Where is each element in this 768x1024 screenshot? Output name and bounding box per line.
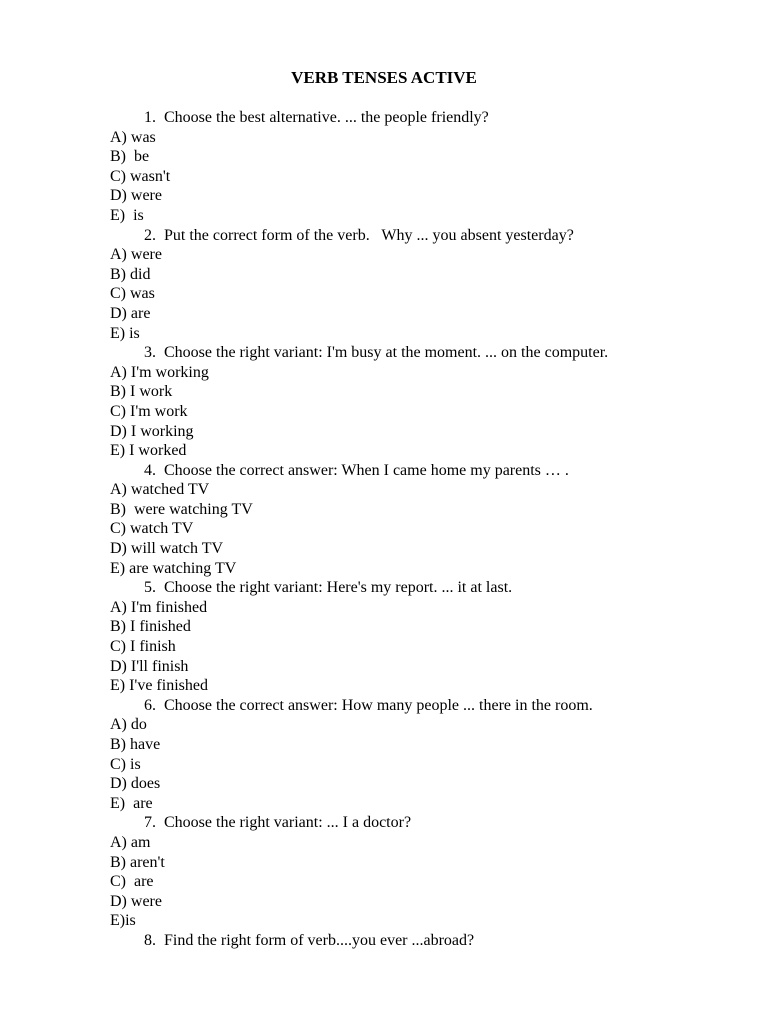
question-number: 1.: [144, 109, 156, 126]
question-number: 2.: [144, 226, 156, 244]
option-a: A) was: [110, 128, 156, 146]
question-6: [110, 696, 750, 716]
question-8: [110, 931, 750, 951]
option-a: A) watched TV: [110, 481, 210, 499]
option-c: C) wasn't: [110, 167, 171, 185]
option-e: E) is: [110, 206, 144, 224]
option-e: E) are watching TV: [110, 559, 237, 577]
option-a: A) do: [110, 716, 147, 734]
option-d: D) I working: [110, 422, 194, 440]
option-c: C) are: [110, 873, 154, 891]
question-number: 6.: [144, 696, 156, 714]
question-1: [110, 108, 750, 128]
option-a: A) I'm finished: [110, 598, 208, 616]
question-text: Choose the right variant: Here's my report. ... it at last.: [164, 579, 513, 597]
question-number: 3.: [144, 344, 156, 362]
question-2: [110, 226, 750, 246]
option-b: B) aren't: [110, 853, 165, 871]
option-e: E) are: [110, 794, 153, 812]
option-d: D) were: [110, 892, 162, 910]
option-d: D) will watch TV: [110, 540, 224, 558]
document-title: VERB TENSES ACTIVE: [291, 68, 477, 87]
question-text: Choose the correct answer: How many people ... there in the room.: [164, 696, 593, 714]
question-number: 5.: [144, 579, 156, 597]
question-number: 8.: [144, 931, 156, 949]
option-c: C) was: [110, 285, 155, 303]
option-e: E)is: [110, 912, 136, 930]
question-text: Choose the right variant: ... I a doctor?: [164, 814, 412, 832]
option-a: A) am: [110, 833, 151, 851]
question-text: Put the correct form of the verb. Why ... you absent yesterday?: [164, 226, 574, 244]
question-3: [110, 343, 750, 363]
option-d: D) were: [110, 187, 162, 205]
question-text: Choose the correct answer: When I came home my parents … .: [164, 461, 569, 479]
option-a: A) were: [110, 246, 162, 264]
option-d: D) does: [110, 775, 161, 793]
option-d: D) I'll finish: [110, 657, 189, 675]
option-c: C) I'm work: [110, 402, 188, 420]
option-e: E) I worked: [110, 442, 187, 460]
option-c: C) is: [110, 755, 141, 773]
question-text: Find the right form of verb....you ever ...abroad?: [164, 931, 475, 949]
option-b: B) be: [110, 148, 150, 166]
option-b: B) I work: [110, 383, 173, 401]
option-d: D) are: [110, 304, 151, 322]
question-list: [110, 108, 750, 951]
option-b: B) I finished: [110, 618, 191, 636]
question-4: [110, 461, 750, 481]
question-number: 7.: [144, 814, 156, 832]
option-e: E) is: [110, 324, 140, 342]
option-b: B) did: [110, 265, 151, 283]
option-c: C) watch TV: [110, 520, 194, 538]
question-text: Choose the right variant: I'm busy at the moment. ... on the computer.: [164, 344, 609, 362]
question-number: 4.: [144, 461, 156, 479]
question-7: [110, 813, 750, 833]
option-e: E) I've finished: [110, 677, 208, 695]
question-text: Choose the best alternative. ... the people friendly?: [164, 109, 489, 126]
option-b: B) have: [110, 736, 161, 753]
option-b: B) were watching TV: [110, 500, 253, 518]
option-a: A) I'm working: [110, 363, 209, 381]
option-c: C) I finish: [110, 638, 176, 656]
question-5: [110, 578, 750, 598]
